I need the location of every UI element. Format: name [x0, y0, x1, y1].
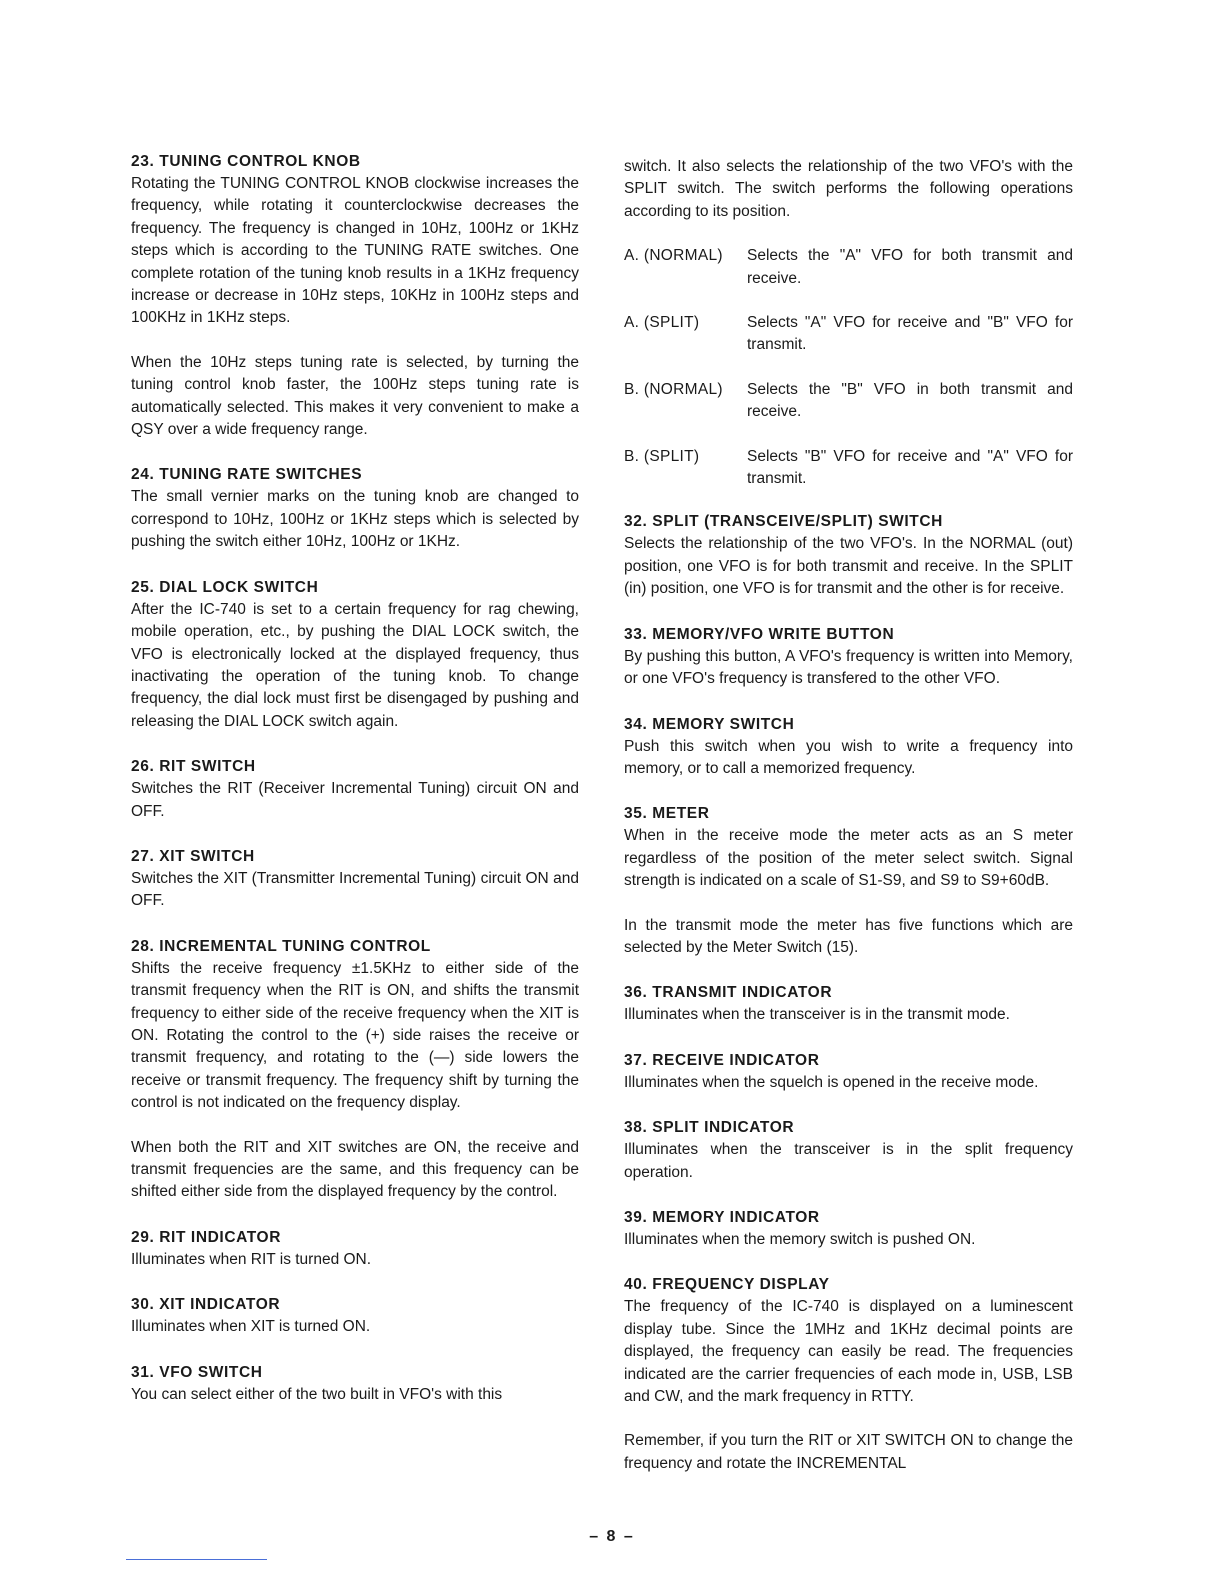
- section-paragraph: Remember, if you turn the RIT or XIT SWITCH ON to change the frequency and rotate the INCREMENTAL: [624, 1432, 1073, 1472]
- section-heading: 24. TUNING RATE SWITCHES: [131, 466, 363, 484]
- section-heading: 27. XIT SWITCH: [131, 847, 255, 865]
- section-32-split-switch: [624, 510, 1073, 600]
- section-24-tuning-rate-switches: [131, 463, 579, 553]
- vfo-option-label: A. (SPLIT): [624, 314, 700, 332]
- section-paragraph: Shifts the receive frequency ±1.5KHz to either side of the transmit frequency when the RIT is ON, and shifts the transmit frequency to either side of the receive frequency when the XIT is ON. Rotating the control to the (+) side raises the receive or transmit frequency, and rotating to the (—) side lowers the receive or transmit frequency. The frequency shift by turning the control is not indicated on the frequency display.: [131, 959, 579, 1112]
- right-column: [624, 156, 1073, 1475]
- vfo-option-description: Selects the "A" VFO for both transmit and receive.: [747, 247, 1073, 287]
- section-heading: 23. TUNING CONTROL KNOB: [131, 153, 361, 170]
- section-paragraph: Illuminates when RIT is turned ON.: [131, 1250, 372, 1268]
- section-paragraph: Switches the RIT (Receiver Incremental Tuning) circuit ON and OFF.: [131, 780, 579, 820]
- vfo-option-label: A. (NORMAL): [624, 247, 723, 265]
- left-column: [131, 150, 579, 1406]
- section-heading: 31. VFO SWITCH: [131, 1363, 263, 1381]
- section-34-memory-switch: [624, 713, 1073, 781]
- section-38-split-indicator: [624, 1116, 1073, 1184]
- section-37-receive-indicator: [624, 1049, 1073, 1094]
- vfo-option-label: B. (SPLIT): [624, 447, 700, 465]
- section-heading: 25. DIAL LOCK SWITCH: [131, 578, 319, 596]
- section-27-xit-switch: [131, 845, 579, 913]
- section-heading: 30. XIT INDICATOR: [131, 1296, 281, 1314]
- footer-rule: [126, 1559, 267, 1560]
- section-heading: 29. RIT INDICATOR: [131, 1228, 282, 1246]
- section-heading: 33. MEMORY/VFO WRITE BUTTON: [624, 625, 895, 643]
- vfo-option: [624, 312, 1073, 357]
- section-paragraph: Illuminates when XIT is turned ON.: [131, 1318, 371, 1336]
- section-paragraph: Illuminates when the transceiver is in the transmit mode.: [624, 1006, 1010, 1024]
- section-paragraph: Switches the XIT (Transmitter Incremental Tuning) circuit ON and OFF.: [131, 869, 579, 910]
- vfo-option: [624, 446, 1073, 491]
- section-heading: 26. RIT SWITCH: [131, 758, 256, 776]
- vfo-option-description: Selects "B" VFO for receive and "A" VFO for transmit.: [747, 447, 1073, 488]
- section-25-dial-lock-switch: [131, 576, 579, 733]
- section-heading: 40. FREQUENCY DISPLAY: [624, 1276, 830, 1294]
- section-heading: 32. SPLIT (TRANSCEIVE/SPLIT) SWITCH: [624, 513, 943, 531]
- section-31-vfo-switch: [131, 1361, 579, 1406]
- section-paragraph: In the transmit mode the meter has five functions which are selected by the Meter Switch (15).: [624, 916, 1073, 956]
- section-40-frequency-display: [624, 1273, 1073, 1475]
- section-paragraph: Selects the relationship of the two VFO's. In the NORMAL (out) position, one VFO is for both transmit and receive. In the SPLIT (in) position, one VFO is for transmit and the other is for receive.: [624, 535, 1073, 598]
- section-heading: 36. TRANSMIT INDICATOR: [624, 984, 833, 1002]
- section-28-incremental-tuning-control: [131, 935, 579, 1204]
- section-paragraph: When in the receive mode the meter acts as an S meter regardless of the position of the meter select switch. Signal strength is indicated on a scale of S1-S9, and S9 to S9+60dB.: [624, 827, 1073, 890]
- vfo-option-description: Selects "A" VFO for receive and "B" VFO for transmit.: [747, 314, 1073, 354]
- section-paragraph: The frequency of the IC-740 is displayed on a luminescent display tube. Since the 1MHz and 1KHz decimal points are displayed, the frequency can easily be read. The frequencies indicated are the carrier frequencies of each mode in, USB, LSB and CW, and the mark frequency in RTTY.: [624, 1298, 1073, 1405]
- section-31-vfo-switch-continued: [624, 156, 1073, 223]
- section-26-rit-switch: [131, 755, 579, 823]
- section-35-meter: [624, 802, 1073, 959]
- section-paragraph: switch. It also selects the relationship of the two VFO's with the SPLIT switch. The switch performs the following operations according to its position.: [624, 158, 1073, 220]
- section-39-memory-indicator: [624, 1206, 1073, 1251]
- section-paragraph: When the 10Hz steps tuning rate is selected, by turning the tuning control knob faster, the 100Hz steps tuning rate is automatically selected. This makes it very convenient to make a QSY over a wide frequency range.: [131, 353, 579, 439]
- vfo-option: [624, 245, 1073, 290]
- section-paragraph: The small vernier marks on the tuning knob are changed to correspond to 10Hz, 100Hz or 1KHz steps which is selected by pushing the switch either 10Hz, 100Hz or 1KHz.: [131, 488, 579, 551]
- section-paragraph: After the IC-740 is set to a certain frequency for rag chewing, mobile operation, etc., by pushing the DIAL LOCK switch, the VFO is electronically locked at the displayed frequency, thus inactivating the operation of the tuning knob. To change frequency, the dial lock must first be disengaged by pushing and releasing the DIAL LOCK switch again.: [131, 600, 579, 730]
- section-30-xit-indicator: [131, 1293, 579, 1338]
- vfo-option: [624, 379, 1073, 424]
- section-29-rit-indicator: [131, 1226, 579, 1271]
- section-paragraph: Illuminates when the transceiver is in the split frequency operation.: [624, 1141, 1073, 1181]
- section-heading: 28. INCREMENTAL TUNING CONTROL: [131, 937, 431, 955]
- page-number: – 8 –: [589, 1528, 635, 1545]
- section-paragraph: You can select either of the two built in VFO's with this: [131, 1385, 503, 1403]
- section-paragraph: By pushing this button, A VFO's frequency is written into Memory, or one VFO's frequency is transfered to the other VFO.: [624, 647, 1073, 688]
- section-23-tuning-control-knob: [131, 150, 579, 441]
- section-heading: 39. MEMORY INDICATOR: [624, 1208, 820, 1226]
- section-heading: 35. METER: [624, 805, 710, 823]
- section-paragraph: Illuminates when the squelch is opened in the receive mode.: [624, 1073, 1039, 1091]
- section-heading: 37. RECEIVE INDICATOR: [624, 1051, 820, 1069]
- section-heading: 38. SPLIT INDICATOR: [624, 1119, 795, 1137]
- section-33-memory-vfo-write-button: [624, 623, 1073, 691]
- section-paragraph: When both the RIT and XIT switches are ON, the receive and transmit frequencies are the same, and this frequency can be shifted either side from the displayed frequency by the control.: [131, 1138, 579, 1201]
- vfo-option-label: B. (NORMAL): [624, 380, 723, 398]
- section-36-transmit-indicator: [624, 981, 1073, 1026]
- section-paragraph: Push this switch when you wish to write a frequency into memory, or to call a memorized frequency.: [624, 737, 1073, 777]
- vfo-option-description: Selects the "B" VFO in both transmit and receive.: [747, 380, 1073, 421]
- vfo-options-list: [624, 245, 1073, 490]
- section-paragraph: Illuminates when the memory switch is pushed ON.: [624, 1230, 976, 1248]
- section-heading: 34. MEMORY SWITCH: [624, 715, 795, 733]
- section-paragraph: Rotating the TUNING CONTROL KNOB clockwise increases the frequency, while rotating it counterclockwise decreases the frequency. The frequency is changed in 10Hz, 100Hz or 1KHz steps which is according to the TUNING RATE switches. One complete rotation of the tuning knob results in a 1KHz frequency increase or decrease in 10Hz steps, 10KHz in 100Hz steps and 100KHz in 1KHz steps.: [131, 175, 579, 327]
